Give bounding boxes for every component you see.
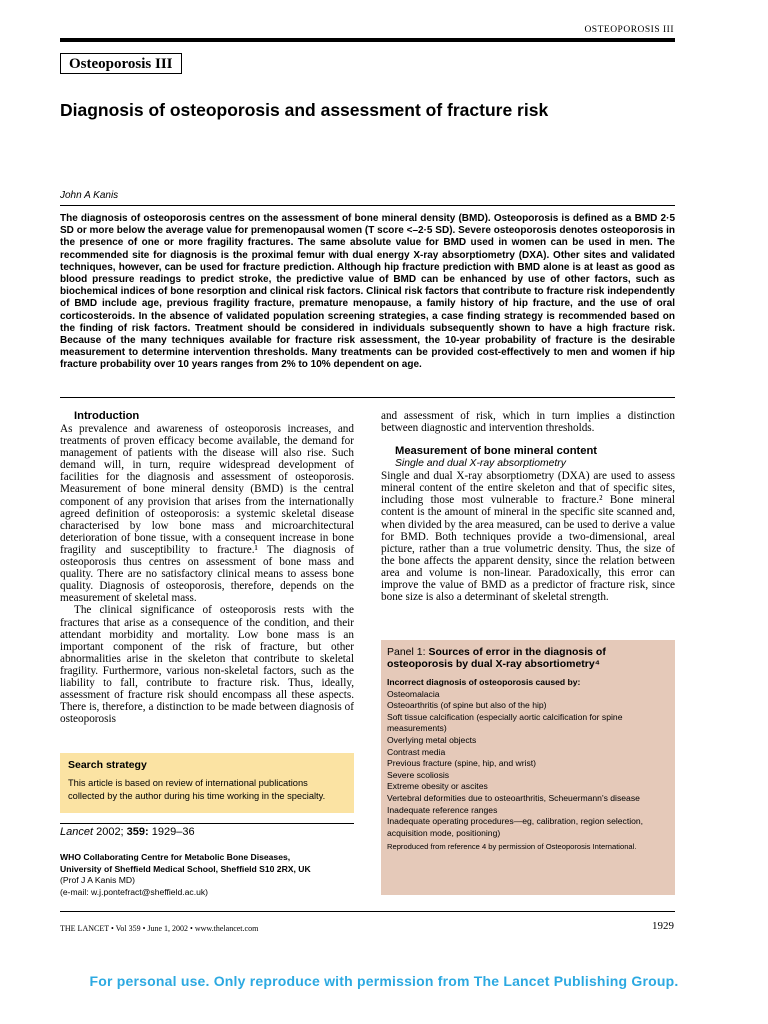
panel-1 — [381, 640, 675, 895]
panel-list-item: Osteomalacia — [387, 688, 440, 699]
panel-list-item: Extreme obesity or ascites — [387, 781, 488, 792]
search-strategy-body: This article is based on review of international publications collected by the author during his time working in the specialty. — [68, 778, 326, 801]
intro-heading: Introduction — [74, 410, 140, 422]
panel-list-head: Incorrect diagnosis of osteoporosis caused by: — [387, 677, 581, 687]
bmc-heading: Measurement of bone mineral content — [395, 445, 598, 458]
panel-list-item: Previous fracture (spine, hip, and wrist) — [387, 758, 537, 769]
citation-year: 2002; — [93, 826, 127, 838]
author: John A Kanis — [60, 190, 119, 201]
panel-list-item: Contrast media — [387, 746, 446, 757]
panel-label: Panel 1: — [387, 646, 429, 658]
panel-list-item: Overlying metal objects — [387, 734, 477, 745]
bmc-subheading: Single and dual X-ray absorptiometry — [395, 458, 566, 470]
affiliation-line: (Prof J A Kanis MD) — [60, 875, 135, 885]
affiliation-line: WHO Collaborating Centre for Metabolic Bone Diseases, — [60, 852, 291, 862]
search-strategy-title: Search strategy — [68, 759, 147, 771]
reproduction-notice: For personal use. Only reproduce with permission from The Lancet Publishing Group. — [89, 973, 679, 989]
article-title: Diagnosis of osteoporosis and assessment of fracture risk — [60, 100, 549, 120]
citation-journal: Lancet — [60, 826, 94, 838]
page-number: 1929 — [652, 920, 674, 932]
affiliation-email: (e-mail: w.j.pontefract@sheffield.ac.uk) — [60, 886, 209, 897]
intro-continued: and assessment of risk, which in turn implies a distinction between diagnostic and intervention thresholds. — [381, 410, 675, 435]
abstract-rule-bottom — [60, 397, 675, 398]
panel-list — [387, 689, 669, 840]
affiliation-line: University of Sheffield Medical School, Sheffield S10 2RX, UK — [60, 863, 311, 874]
series-label: Osteoporosis III — [60, 53, 182, 74]
panel-list-item: Inadequate reference ranges — [387, 804, 498, 815]
panel-title-text: Sources of error in the diagnosis of osteoporosis by dual X-ray absortiometry⁴ — [387, 646, 606, 670]
panel-list-item: Soft tissue calcification (especially aortic calcification for spine measurements) — [387, 711, 623, 734]
top-rule — [60, 38, 675, 42]
citation-volume: 359: — [126, 826, 149, 838]
panel-title — [387, 646, 669, 670]
citation — [60, 826, 195, 838]
panel-list-item: Inadequate operating procedures—eg, calibration, region selection, acquisition mode, positioning) — [387, 816, 644, 838]
citation-rule — [60, 823, 354, 824]
footer-rule — [60, 911, 675, 912]
right-column — [381, 410, 675, 603]
abstract-rule-top — [60, 205, 675, 206]
affiliation — [60, 852, 354, 898]
panel-list-item: Osteoarthritis (of spine but also of the hip) — [387, 700, 547, 711]
search-strategy-box — [60, 753, 354, 813]
footer-journal-info: THE LANCET • Vol 359 • June 1, 2002 • www.thelancet.com — [60, 924, 259, 933]
panel-credit: Reproduced from reference 4 by permission of Osteoporosis International. — [387, 842, 637, 852]
panel-list-item: Severe scoliosis — [387, 769, 450, 780]
panel-list-item: Vertebral deformities due to osteoarthritis, Scheuermann's disease — [387, 792, 640, 803]
citation-pages: 1929–36 — [148, 826, 195, 838]
left-column — [60, 410, 354, 725]
abstract: The diagnosis of osteoporosis centres on the assessment of bone mineral density (BMD). Osteoporosis is defined as a BMD 2·5 SD or more below the average value for premenopausal women (T score <–2·5 SD). Severe osteoporosis denotes osteoporosis in the presence of one or more fragility fractures. The same absolute value for BMD used in women can be used in men. The recommended site for diagnosis is the proximal femur with dual energy X-ray absorptiometry (DXA). Other sites and validated techniques, however, can be used for fracture prediction. Although hip fracture prediction with BMD alone is at least as good as blood pressure readings to predict stroke, the predictive value of BMD can be enhanced by use of other factors, such as biochemical indices of bone resorption and clinical risk factors. Clinical risk factors that contribute to fracture risk independently of BMD include age, previous fragility fracture, premature menopause, a family history of hip fracture, and the use of oral corticosteroids. In the absence of validated population screening strategies, a case finding strategy is recommended based on the finding of risk factors. Treatment should be considered in individuals subsequently shown to have a high fracture risk. Because of the many techniques available for fracture risk assessment, the 10-year probability of fracture is the desirable measurement to determine intervention thresholds. Many treatments can be provided cost-effectively to men and women if hip fracture probability over 10 years ranges from 2% to 10% dependent on age. — [60, 213, 675, 371]
running-head: OSTEOPOROSIS III — [584, 25, 674, 35]
bmc-paragraph-1: Single and dual X-ray absorptiometry (DXA) are used to assess mineral content of the entire skeleton and that of specific sites, including those most vulnerable to fracture.² Bone mineral content is the amount of mineral in the specific site scanned and, when divided by the area measured, can be used to derive a value for BMD. Both techniques provide a two-dimensional, areal picture, rather than a true volumetric density. Thus, the size of the bone affects the apparent density, since the relation between area and volume is non-linear. Paradoxically, this error can improve the value of BMD as a predictor of fracture risk, since bone size is also a determinant of skeletal strength. — [381, 470, 675, 604]
intro-paragraph-1: As prevalence and awareness of osteoporosis increases, and treatments of proven efficacy become available, the demand for management of patients with the disease will also rise. Such demand will, in turn, require widespread development of facilities for the diagnosis and assessment of osteoporosis. Measurement of bone mineral density (BMD) is the central component of any provision that arises from the internationally agreed definition of osteoporosis: a systemic skeletal disease characterised by low bone mass and microarchitectural deterioration of bone tissue, with a consequent increase in bone fragility and susceptibility to fracture.¹ The diagnosis of osteoporosis thus centres on assessment of bone mass and quality. There are no satisfactory clinical means to assess bone quality. Diagnosis of osteoporosis, therefore, depends on the measurement of skeletal mass. — [60, 423, 354, 605]
intro-paragraph-2: The clinical significance of osteoporosis rests with the fractures that arise as a consequence of the condition, and their attendant morbidity and mortality. Low bone mass is an important component of the risk of fracture, but other abnormalities arise in the skeleton that contribute to skeletal fragility. Furthermore, various non-skeletal factors, such as the liability to fall, contribute to fracture risk. Thus, ideally, assessment of fracture risk should encompass all these aspects. There is, therefore, a distinction to be made between diagnosis of osteoporosis — [60, 604, 354, 726]
